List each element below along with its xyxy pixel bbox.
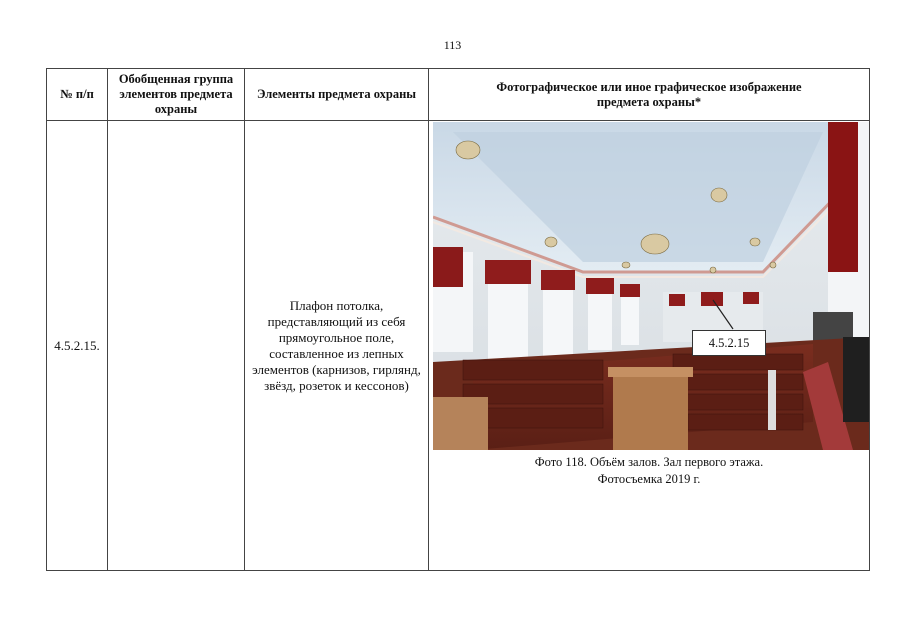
- row-number: 4.5.2.15.: [47, 121, 108, 571]
- photo-element-label: 4.5.2.15: [692, 330, 766, 356]
- header-num: № п/п: [47, 69, 108, 121]
- header-group: Обобщенная группа элементов предмета охраны: [108, 69, 245, 121]
- header-image: Фотографическое или иное графическое изображение предмета охраны*: [429, 69, 870, 121]
- page-number: 113: [443, 38, 462, 52]
- row-elements-description: Плафон потолка, представляющий из себя прямоугольное поле, составленное из лепных элементов (карнизов, гирлянд, звёзд, розеток и кессонов): [245, 121, 429, 571]
- table-header-row: [47, 69, 870, 121]
- hall-photo: [433, 122, 869, 450]
- caption-line-2: Фотосъемка 2019 г.: [597, 472, 701, 486]
- row-group: [108, 121, 245, 571]
- photo-caption: [429, 454, 869, 488]
- caption-line-1: Фото 118. Объём залов. Зал первого этажа.: [534, 455, 764, 469]
- protection-table: [46, 68, 870, 571]
- table-row: [47, 121, 870, 571]
- header-elements: Элементы предмета охраны: [245, 69, 429, 121]
- row-photo-cell: [429, 121, 870, 571]
